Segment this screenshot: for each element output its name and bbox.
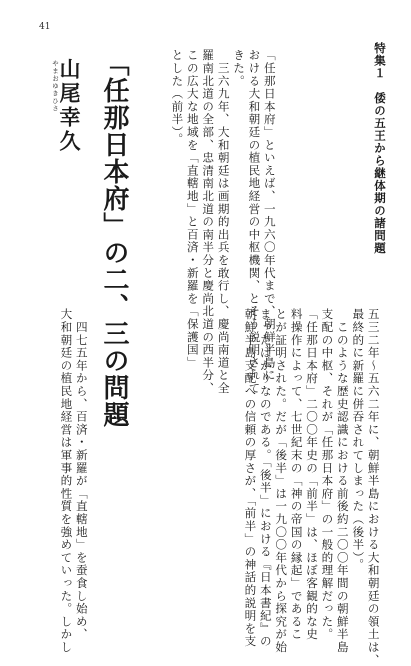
body-line: 五三二年～五六二年に、朝鮮半島における大和朝廷の領土は、 (366, 308, 381, 666)
body-line: 羅南北道の全部、忠清南北道の南半分と慶尚北道の西半分、 (201, 49, 216, 395)
body-line: おける大和朝廷の植民地経営の中枢機関、とそう説明されて (247, 49, 262, 395)
body-line: 朝鮮半島支配への信頼の厚さが、「前半」の神話的説明を支 (243, 308, 258, 648)
body-line: 大和朝廷の植民地経営は軍事的性質を強めていった。しかし (59, 308, 74, 654)
body-line: とが証明された。だが「後半」は一九〇〇年代から探究が始 (274, 308, 289, 654)
body-line: この広大な地域を「直轄地」と百済・新羅を「保護国」 (185, 49, 200, 369)
author-ruby: やまおゆきひさ (51, 60, 59, 113)
body-line: 「任那日本府」といえば、一九六〇年代まで、朝鮮半島に (262, 49, 277, 382)
body-line: このような歴史認識における前後約二〇〇年間の朝鮮半島 (335, 308, 350, 654)
body-lower-right (242, 308, 381, 666)
body-line: 「任那日本府」二〇〇年史の「前半」は、ほぼ客観的な史 (305, 308, 320, 641)
page-number: 41 (39, 22, 51, 32)
body-line: 最終的に新羅に併吞されてしまった（後半）。 (351, 308, 366, 571)
body-line: 支配の中枢、それが「任那日本府」の一般的理解だった。 (320, 308, 335, 641)
body-line: 四七五年から、百済・新羅が「直轄地」を蚕食し始め、 (74, 308, 89, 641)
body-line: きた。 (232, 49, 247, 88)
body-line: 三六九年、大和朝廷は画期的出兵を敢行し、慶尚南道と全 (216, 49, 231, 395)
body-line: とした（前半）。 (170, 49, 185, 146)
author-name: 山尾幸久 (57, 58, 82, 154)
article-title: 「任那日本府」の二、三の問題 (99, 50, 129, 428)
body-line: 料操作によって、七世紀末の「神の帝国の縁起」であるこ (289, 308, 304, 641)
body-lower-left (58, 308, 89, 654)
body-line: まったばかりなのである。「後半」における『日本書紀』の (258, 308, 273, 648)
series-header: 特集１ 倭の五王から継体期の諸問題 (373, 42, 387, 255)
body-upper-left (169, 49, 277, 395)
